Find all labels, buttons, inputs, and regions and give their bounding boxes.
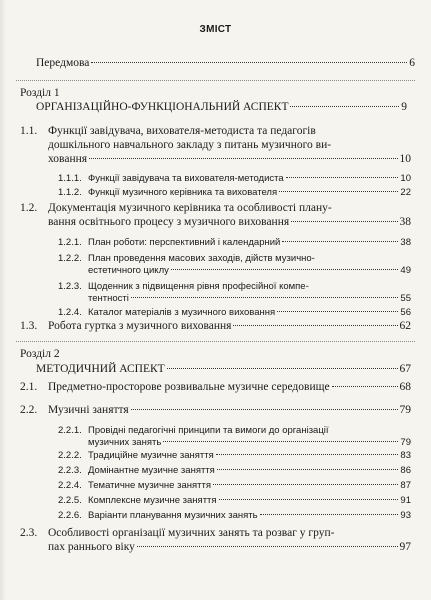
leader-dots: [91, 62, 407, 63]
toc-entry-line: музичних занять: [88, 437, 162, 448]
toc-entry-label: Робота гуртка з музичного виховання: [48, 320, 232, 332]
toc-entry-number: 1.1.2.: [58, 187, 82, 198]
toc-entry-number: 2.2.: [20, 404, 38, 416]
toc-entry-number: 2.3.: [20, 527, 38, 539]
section-2-heading: Розділ 2: [20, 348, 60, 360]
toc-entry-number: 1.2.3.: [58, 281, 82, 292]
toc-entry-number: 1.2.: [20, 202, 38, 214]
leader-dots: [131, 297, 399, 298]
toc-entry-number: 2.2.1.: [58, 425, 82, 436]
leader-dots: [286, 177, 399, 178]
toc-page-number: 68: [399, 381, 411, 393]
toc-page-number: 22: [400, 187, 411, 198]
toc-page-number: 97: [399, 541, 411, 553]
section-1-title: ОРГАНІЗАЦІЙНО-ФУНКЦІОНАЛЬНИЙ АСПЕКТ: [36, 101, 289, 113]
toc-entry-label: Комплексне музичне заняття: [88, 495, 217, 506]
toc-entry-number: 1.3.: [20, 320, 38, 332]
toc-entry-2-2-3[interactable]: [58, 464, 411, 477]
toc-entry-number: 2.2.2.: [58, 450, 82, 461]
toc-page-number: 49: [400, 265, 411, 276]
toc-entry-line: естетичного циклу: [88, 265, 169, 276]
section-2-title-entry[interactable]: [36, 363, 411, 376]
toc-entry-line[interactable]: Функції завідувача, вихователя-методиста та педагогів: [48, 125, 316, 137]
toc-entry-label: Традиційне музичне заняття: [88, 450, 214, 461]
toc-entry-line: пах раннього віку: [48, 541, 135, 553]
toc-entry-2-2-6[interactable]: [58, 509, 411, 522]
toc-page-number: 83: [400, 450, 411, 461]
toc-entry-1-2-2-last[interactable]: [88, 264, 411, 277]
toc-entry-number: 2.2.3.: [58, 465, 82, 476]
toc-entry-1-1-1[interactable]: [58, 172, 411, 185]
leader-dots: [171, 269, 399, 270]
leader-dots: [260, 514, 399, 515]
toc-entry-line[interactable]: Провідні педагогічні принципи та вимоги до організації: [88, 425, 329, 436]
page-title: ЗМІСТ: [199, 24, 232, 35]
toc-entry-2-1[interactable]: [20, 381, 411, 394]
toc-page-number: 55: [400, 293, 411, 304]
toc-page-number: 91: [400, 495, 411, 506]
toc-page-number: 86: [400, 465, 411, 476]
toc-page-number: 10: [400, 173, 411, 184]
leader-dots: [167, 368, 398, 369]
leader-dots: [131, 409, 398, 410]
toc-page-number: 9: [401, 101, 407, 113]
toc-page-number: 87: [400, 480, 411, 491]
leader-dots: [332, 386, 398, 387]
page-edge-shadow: [0, 0, 6, 600]
toc-entry-number: 1.2.2.: [58, 253, 82, 264]
toc-page-number: 38: [400, 237, 411, 248]
toc-page-number: 62: [399, 320, 411, 332]
toc-entry-number: 1.1.1.: [58, 173, 82, 184]
toc-entry-line: вання освітнього процесу з музичного виховання: [48, 216, 290, 228]
toc-entry-number: 1.1.: [20, 125, 38, 137]
toc-page-number: 93: [400, 510, 411, 521]
section-1-title-entry[interactable]: [36, 101, 407, 114]
toc-entry-label: Музичні заняття: [48, 404, 129, 416]
leader-dots: [282, 241, 398, 242]
leader-dots: [89, 158, 397, 159]
toc-entry-2-2-5[interactable]: [58, 494, 411, 507]
leader-dots: [291, 221, 397, 222]
toc-entry-line: ховання: [48, 153, 88, 165]
toc-entry-2-2-2[interactable]: [58, 449, 411, 462]
toc-entry-label: Функції музичного керівника та вихователя: [88, 187, 278, 198]
toc-entry-label: Передмова: [36, 57, 90, 69]
toc-page-number: 56: [400, 307, 411, 318]
toc-entry-line: тентності: [88, 293, 129, 304]
toc-entry-line[interactable]: Документація музичного керівника та особливості плану-: [48, 202, 332, 214]
leader-dots: [290, 106, 399, 107]
toc-entry-2-2-4[interactable]: [58, 479, 411, 492]
toc-page-number: 79: [399, 404, 411, 416]
toc-entry-label: Домінантне музичне заняття: [88, 465, 215, 476]
toc-entry-2-2[interactable]: [20, 404, 411, 417]
toc-entry-1-2-1[interactable]: [58, 236, 411, 249]
section-divider: [16, 341, 415, 342]
toc-page-number: 6: [409, 57, 415, 69]
toc-entry-line[interactable]: Особливості організації музичних занять та розваг у груп-: [48, 527, 335, 539]
leader-dots: [213, 484, 398, 485]
toc-entry-number: 1.2.4.: [58, 307, 82, 318]
toc-entry-1-3[interactable]: [20, 320, 411, 333]
toc-entry-1-2-3-last[interactable]: [88, 292, 411, 305]
toc-entry-1-2-4[interactable]: [58, 306, 411, 319]
toc-page-number: 79: [400, 437, 411, 448]
toc-entry-preface[interactable]: [36, 57, 415, 70]
toc-entry-label: Каталог матеріалів з музичного виховання: [88, 307, 276, 318]
toc-entry-1-1-2[interactable]: [58, 186, 411, 199]
toc-entry-line[interactable]: План проведення масових заходів, дійств музично-: [88, 253, 315, 264]
toc-entry-label: Предметно-просторове розвивальне музичне середовище: [48, 381, 330, 393]
toc-entry-1-1-last[interactable]: [48, 153, 411, 166]
toc-entry-number: 2.2.4.: [58, 480, 82, 491]
leader-dots: [163, 441, 398, 442]
section-divider: [16, 80, 415, 81]
leader-dots: [233, 325, 397, 326]
toc-page-number: 38: [399, 216, 411, 228]
toc-entry-label: Функції завідувача та вихователя-методиста: [88, 173, 284, 184]
toc-entry-line[interactable]: дошкільного навчального закладу з питань музичного ви-: [48, 139, 332, 151]
leader-dots: [137, 546, 398, 547]
toc-entry-label: План роботи: перспективний і календарний: [88, 237, 281, 248]
toc-entry-number: 2.1.: [20, 381, 38, 393]
toc-entry-2-3-last[interactable]: [48, 541, 411, 554]
leader-dots: [277, 311, 398, 312]
leader-dots: [279, 191, 398, 192]
toc-entry-number: 2.2.5.: [58, 495, 82, 506]
toc-page-number: 67: [399, 363, 411, 375]
section-2-title: МЕТОДИЧНИЙ АСПЕКТ: [36, 363, 165, 375]
leader-dots: [219, 499, 399, 500]
toc-entry-label: Варіанти планування музичних занять: [88, 510, 258, 521]
leader-dots: [217, 469, 399, 470]
section-1-heading: Розділ 1: [20, 87, 60, 99]
toc-entry-2-2-1-last[interactable]: [88, 436, 411, 449]
toc-entry-number: 2.2.6.: [58, 510, 82, 521]
toc-entry-line[interactable]: Щоденник з підвищення рівня професійної компе-: [88, 281, 309, 292]
toc-entry-1-2-last[interactable]: [48, 216, 411, 229]
toc-entry-label: Тематичне музичне заняття: [88, 480, 211, 491]
leader-dots: [216, 454, 399, 455]
toc-entry-number: 1.2.1.: [58, 237, 82, 248]
toc-page-number: 10: [399, 153, 411, 165]
